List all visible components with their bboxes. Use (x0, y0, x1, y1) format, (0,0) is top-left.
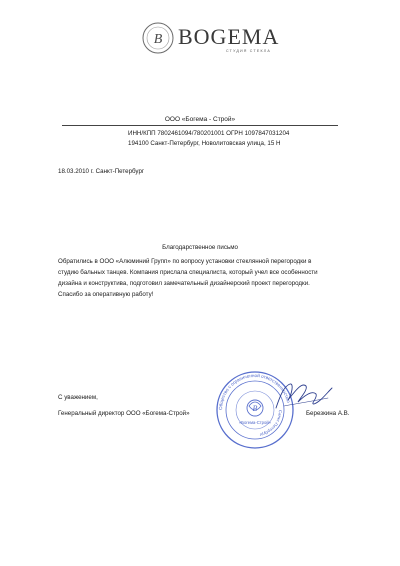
letter-title: Благодарственное письмо (162, 244, 238, 251)
handwritten-signature (270, 376, 340, 416)
logo-emblem-icon (140, 20, 176, 56)
signer-name: Березкина А.В. (306, 410, 350, 417)
company-requisites: ИНН/КПП 7802461094/780201001 ОГРН 1097847031204 (128, 130, 290, 137)
logo-tagline: СТУДИЯ СТЕКЛА (226, 49, 271, 53)
header-divider (62, 125, 338, 126)
stamp-inner-text: «Богема-Строй» (238, 420, 272, 425)
logo-wordmark: BOGEMA (178, 24, 280, 49)
svg-text:B: B (252, 404, 258, 413)
letter-body-line: Спасибо за оперативную работу! (58, 291, 154, 298)
date-and-place: 18.03.2010 г. Санкт-Петербург (58, 168, 145, 175)
company-name: ООО «Богема - Строй» (164, 116, 236, 123)
company-logo (140, 18, 290, 62)
letter-body-line: студию бальных танцев. Компания прислала специалиста, который учел все особенности (58, 269, 318, 276)
svg-text:B: B (153, 32, 163, 47)
stamp-outer-text: Общество с ограниченной ответственностью (217, 372, 292, 411)
letter-body-line: дизайна и конструктива, подготовил замечательный дизайнерский проект перегородки. (58, 280, 310, 287)
letter-body-line: Обратились в ООО «Алюминий Групп» по вопросу установки стеклянной перегородки в (58, 258, 312, 265)
company-address: 194100 Санкт-Петербург, Новолитовская улица, 15 Н (128, 140, 281, 147)
stamp-emblem-icon (247, 400, 263, 416)
stamp-city-text: Санкт-Петербург (259, 409, 284, 438)
signer-position: Генеральный директор ООО «Богема-Строй» (58, 410, 190, 417)
closing-phrase: С уважением, (58, 394, 98, 401)
